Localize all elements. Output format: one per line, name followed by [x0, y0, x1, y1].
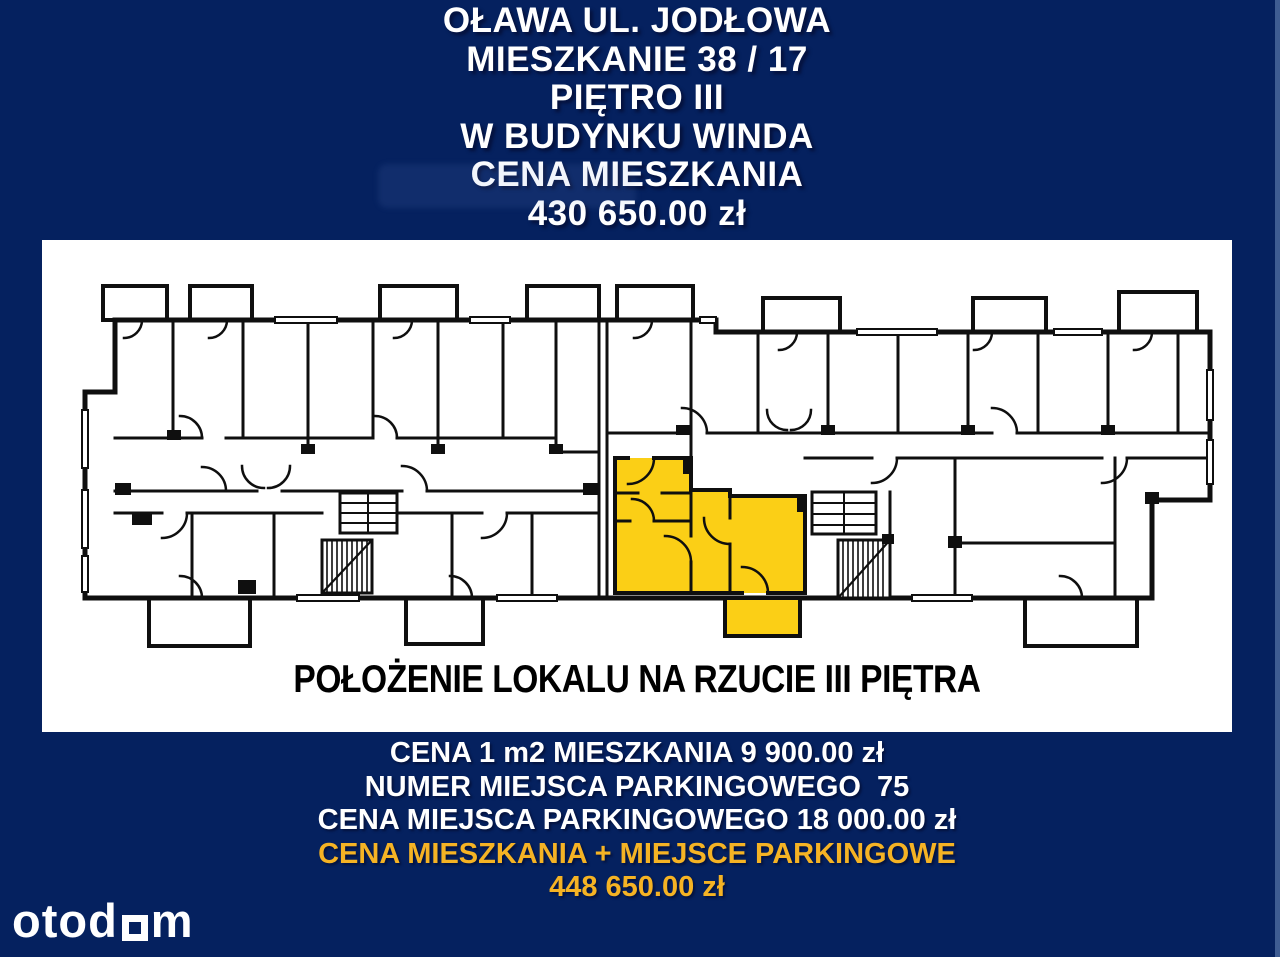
- header-block: [0, 0, 1274, 234]
- elevator-right: [812, 492, 876, 534]
- footer-block: [0, 737, 1274, 905]
- balconies-bottom: [149, 598, 1137, 646]
- header-line-price-label: CENA MIESZKANIA: [470, 155, 804, 195]
- header-line-price-value: 430 650.00 zł: [527, 193, 747, 233]
- footer-line-parking-price: CENA MIEJSCA PARKINGOWEGO 18 000.00 zł: [317, 804, 957, 837]
- right-edge-strip: [1275, 0, 1280, 957]
- footer-line-parking-number: NUMER MIEJSCA PARKINGOWEGO 75: [364, 770, 910, 803]
- header-line-floor: PIĘTRO III: [549, 78, 725, 118]
- plan-caption: POŁOŻENIE LOKALU NA RZUCIE III PIĘTRA: [293, 658, 981, 701]
- header-line-apartment: MIESZKANIE 38 / 17: [466, 39, 808, 79]
- otodom-logo-text-left: otod: [12, 894, 118, 947]
- otodom-logo-text-right: m: [150, 894, 194, 947]
- floorplan-panel: [42, 240, 1232, 732]
- watermark: [378, 164, 636, 208]
- footer-line-total-label: CENA MIESZKANIA + MIEJSCE PARKINGOWE: [318, 837, 956, 870]
- header-line-elevator: W BUDYNKU WINDA: [460, 116, 814, 156]
- footer-line-price-per-m2: CENA 1 m2 MIESZKANIA 9 900.00 zł: [389, 737, 885, 769]
- otodom-logo: [12, 892, 194, 950]
- elevator-left: [340, 493, 397, 533]
- otodom-square-glyph: [122, 915, 148, 941]
- footer-line-total-value: 448 650.00 zł: [549, 871, 725, 904]
- stairwell-right: [838, 540, 890, 598]
- highlighted-balcony: [725, 598, 800, 636]
- stairwell-left: [322, 540, 372, 593]
- header-line-location: OŁAWA UL. JODŁOWA: [442, 1, 832, 40]
